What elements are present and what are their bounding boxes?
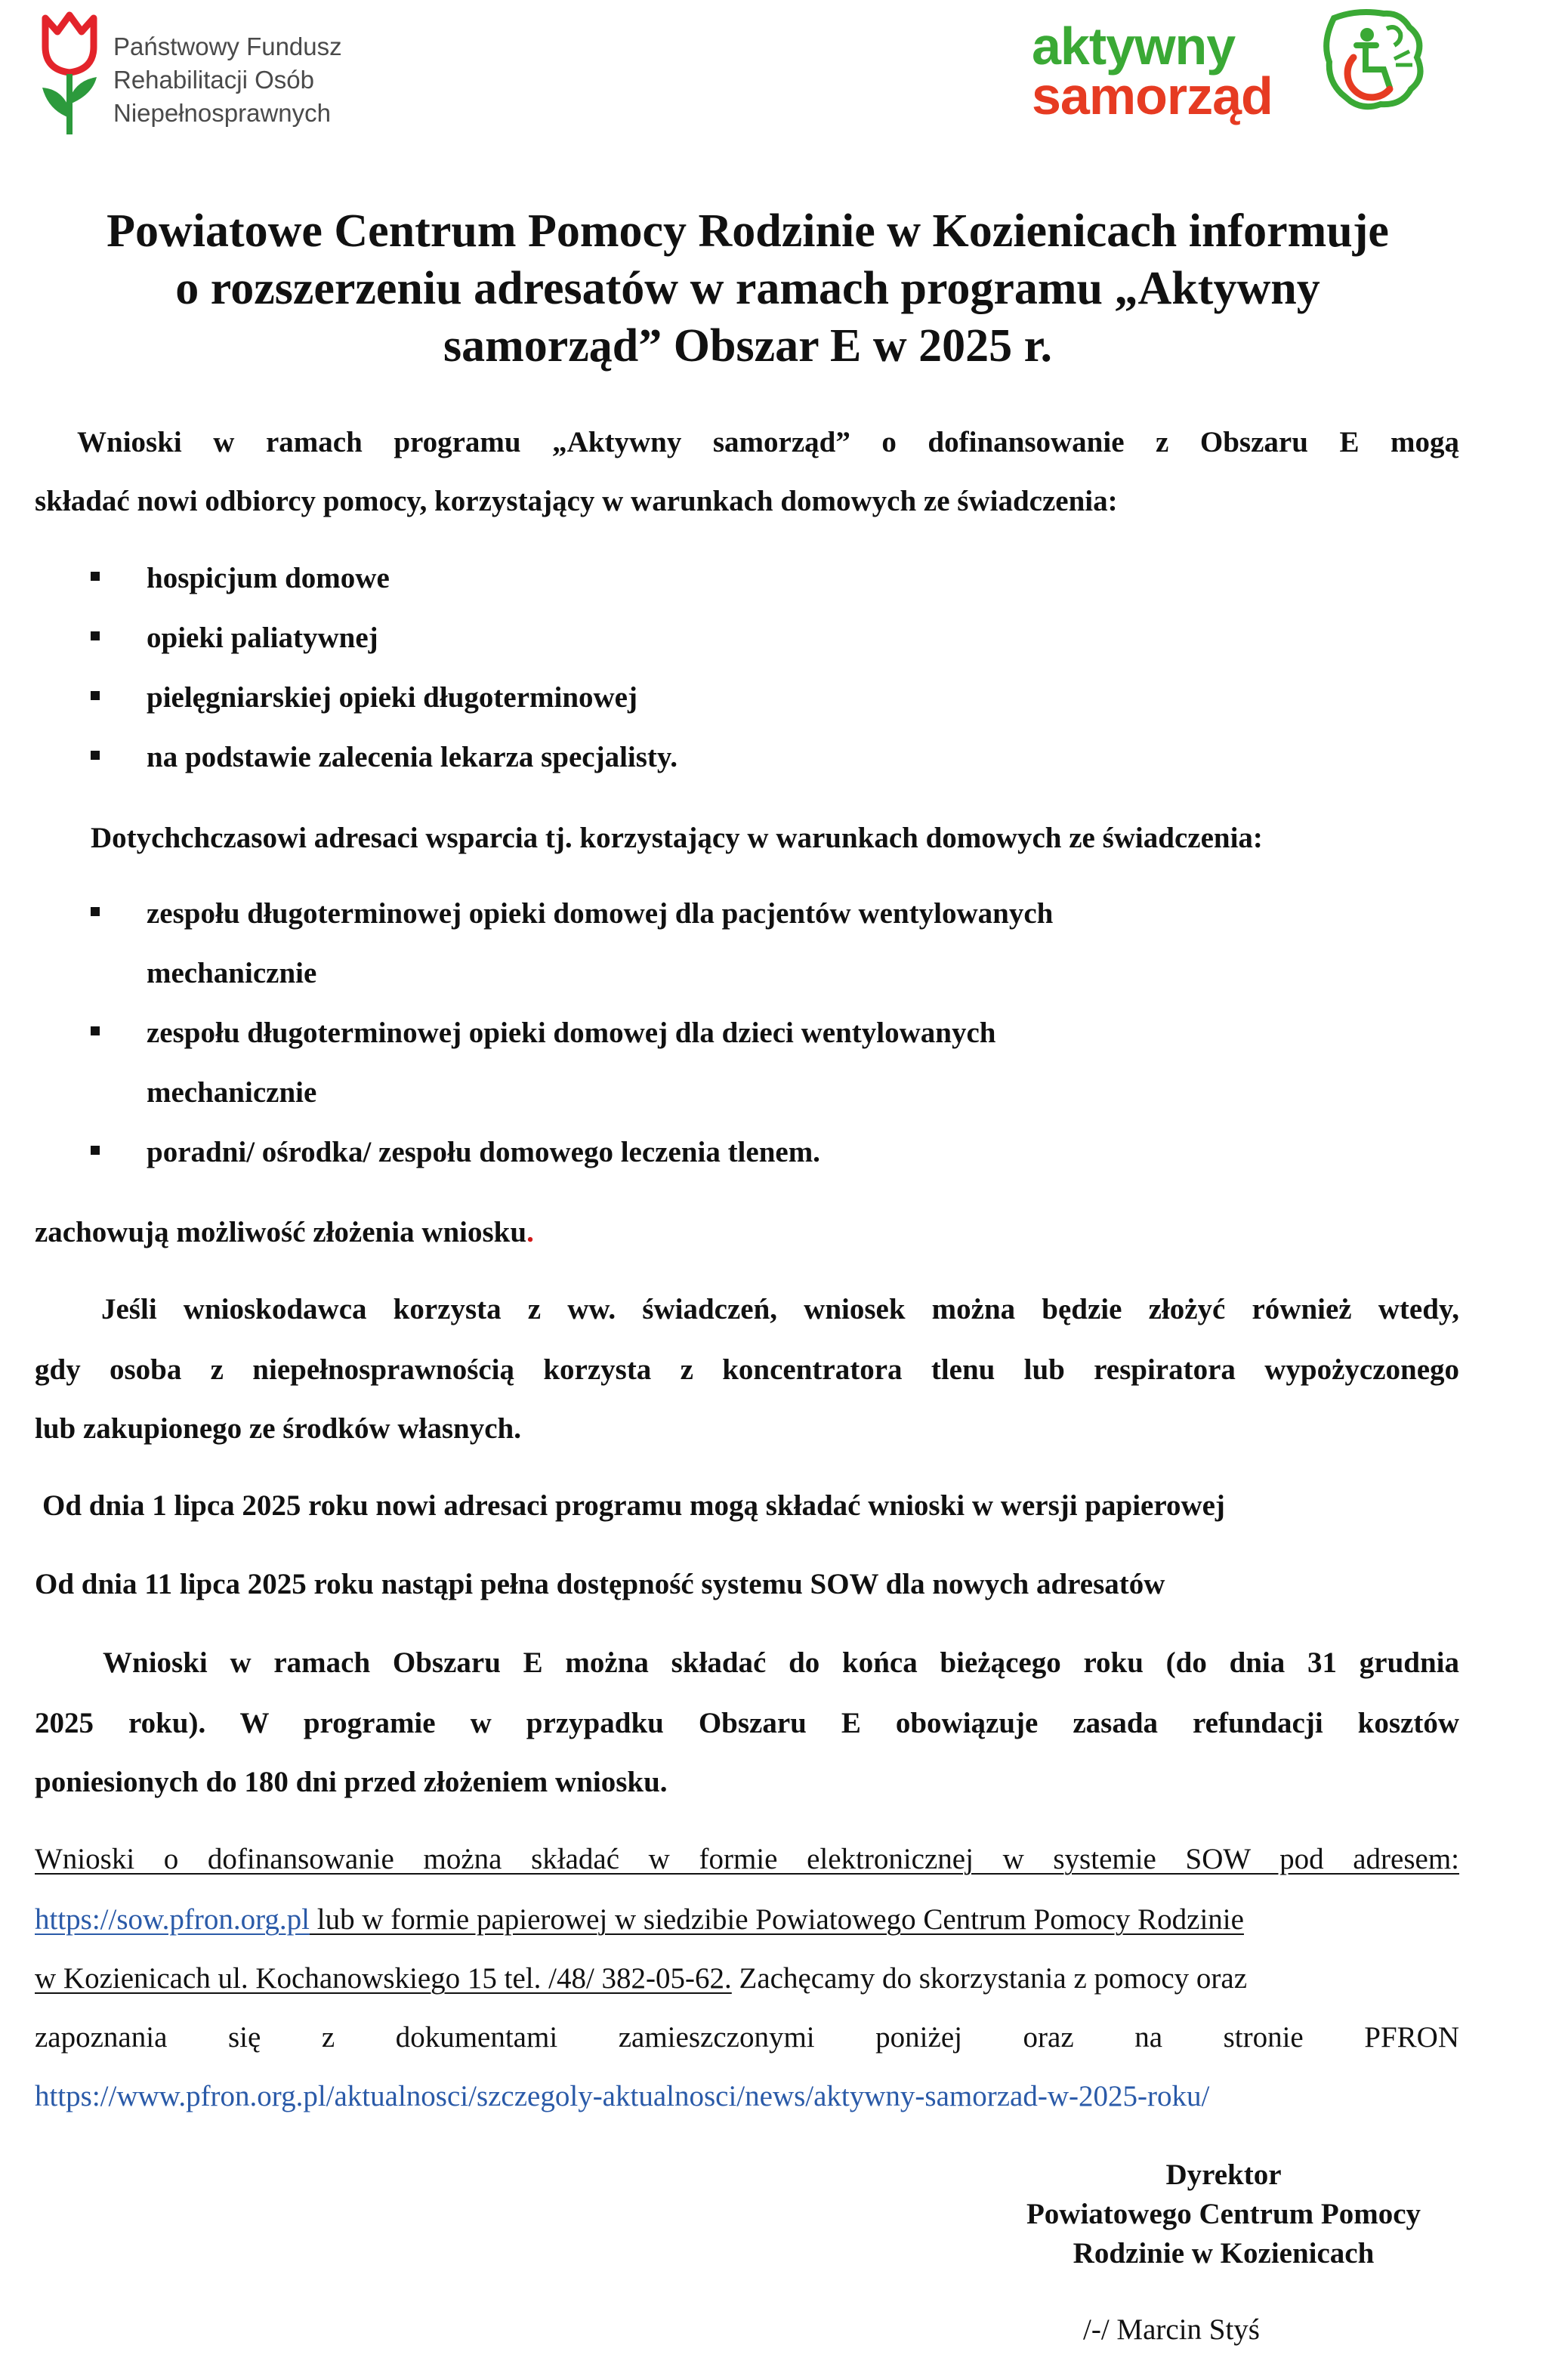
signature-title1: Dyrektor bbox=[1165, 2159, 1282, 2191]
signature-title3: Rodzinie w Kozienicach bbox=[1073, 2237, 1375, 2270]
contact-line1: Wnioski o dofinansowanie można składać w formie elektronicznej w systemie SOW pod adresem: bbox=[35, 1843, 1459, 1875]
tulip-logo-icon bbox=[32, 5, 107, 140]
sow-link[interactable]: https://sow.pfron.org.pl bbox=[35, 1903, 310, 1936]
contact-line2: https://sow.pfron.org.pl lub w formie papierowej w siedzibie Powiatowego Centrum Pomocy Rodzinie bbox=[35, 1903, 1244, 1936]
intro-line2: składać nowi odbiorcy pomocy, korzystający w warunkach domowych ze świadczenia: bbox=[35, 485, 1118, 517]
deadline-line3: poniesionych do 180 dni przed złożeniem wniosku. bbox=[35, 1766, 668, 1798]
logo-word-aktywny: aktywny bbox=[1032, 17, 1236, 76]
oxygen-line1: Jeśli wnioskodawca korzysta z ww. świadczeń, wniosek można będzie złożyć również wtedy, bbox=[101, 1293, 1459, 1325]
deadline-line1: Wnioski w ramach Obszaru E można składać do końca bieżącego roku (do dnia 31 grudnia bbox=[103, 1646, 1459, 1679]
aktywny-samorzad-logo bbox=[1032, 5, 1440, 125]
paper-date-note: Od dnia 1 lipca 2025 roku nowi adresaci programu mogą składać wnioski w wersji papierowej bbox=[42, 1489, 1225, 1522]
oxygen-line2: gdy osoba z niepełnosprawnością korzysta z koncentratora tlenu lub respiratora wypożyczonego bbox=[35, 1353, 1459, 1386]
accessibility-pictograms-icon bbox=[1311, 5, 1432, 125]
pfron-name-line3: Niepełnosprawnych bbox=[113, 99, 331, 127]
contact-line4: zapoznania się z dokumentami zamieszczonymi poniżej oraz na stronie PFRON bbox=[35, 2021, 1459, 2054]
sow-date-note: Od dnia 11 lipca 2025 roku nastąpi pełna dostępność systemu SOW dla nowych adresatów bbox=[35, 1568, 1165, 1600]
pfron-news-link[interactable]: https://www.pfron.org.pl/aktualnosci/szczegoly-aktualnosci/news/aktywny-samorzad-w-2025-roku/ bbox=[35, 2080, 1210, 2112]
retain-note: zachowują możliwość złożenia wniosku. bbox=[35, 1216, 534, 1248]
intro-line1: Wnioski w ramach programu „Aktywny samorząd” o dofinansowanie z Obszaru E mogą bbox=[77, 426, 1459, 458]
title-line1: Powiatowe Centrum Pomocy Rodzinie w Kozienicach informuje bbox=[106, 205, 1389, 257]
signature-name: /-/ Marcin Styś bbox=[1083, 2313, 1260, 2346]
logo-word-samorzad: samorząd bbox=[1032, 66, 1273, 125]
title-line2: o rozszerzeniu adresatów w ramach programu „Aktywny bbox=[175, 263, 1320, 314]
retain-dot: . bbox=[526, 1216, 534, 1248]
oxygen-line3: lub zakupionego ze środków własnych. bbox=[35, 1412, 521, 1445]
existing-intro: Dotychchczasowi adresaci wsparcia tj. korzystający w warunkach domowych ze świadczenia: bbox=[91, 822, 1263, 854]
deadline-line2: 2025 roku). W programie w przypadku Obszaru E obowiązuje zasada refundacji kosztów bbox=[35, 1707, 1459, 1739]
title-line3: samorząd” Obszar E w 2025 r. bbox=[443, 320, 1052, 372]
contact-line3: w Kozienicach ul. Kochanowskiego 15 tel. /48/ 382-05-62. Zachęcamy do skorzystania z pomocy oraz bbox=[35, 1962, 1248, 1995]
page-title bbox=[30, 202, 1465, 375]
pfron-logo bbox=[32, 5, 424, 140]
pfron-name-line1: Państwowy Fundusz bbox=[113, 32, 342, 60]
signature-block bbox=[989, 2156, 1458, 2273]
pfron-name-line2: Rehabilitacji Osób bbox=[113, 66, 314, 94]
signature-title2: Powiatowego Centrum Pomocy bbox=[1026, 2198, 1421, 2230]
